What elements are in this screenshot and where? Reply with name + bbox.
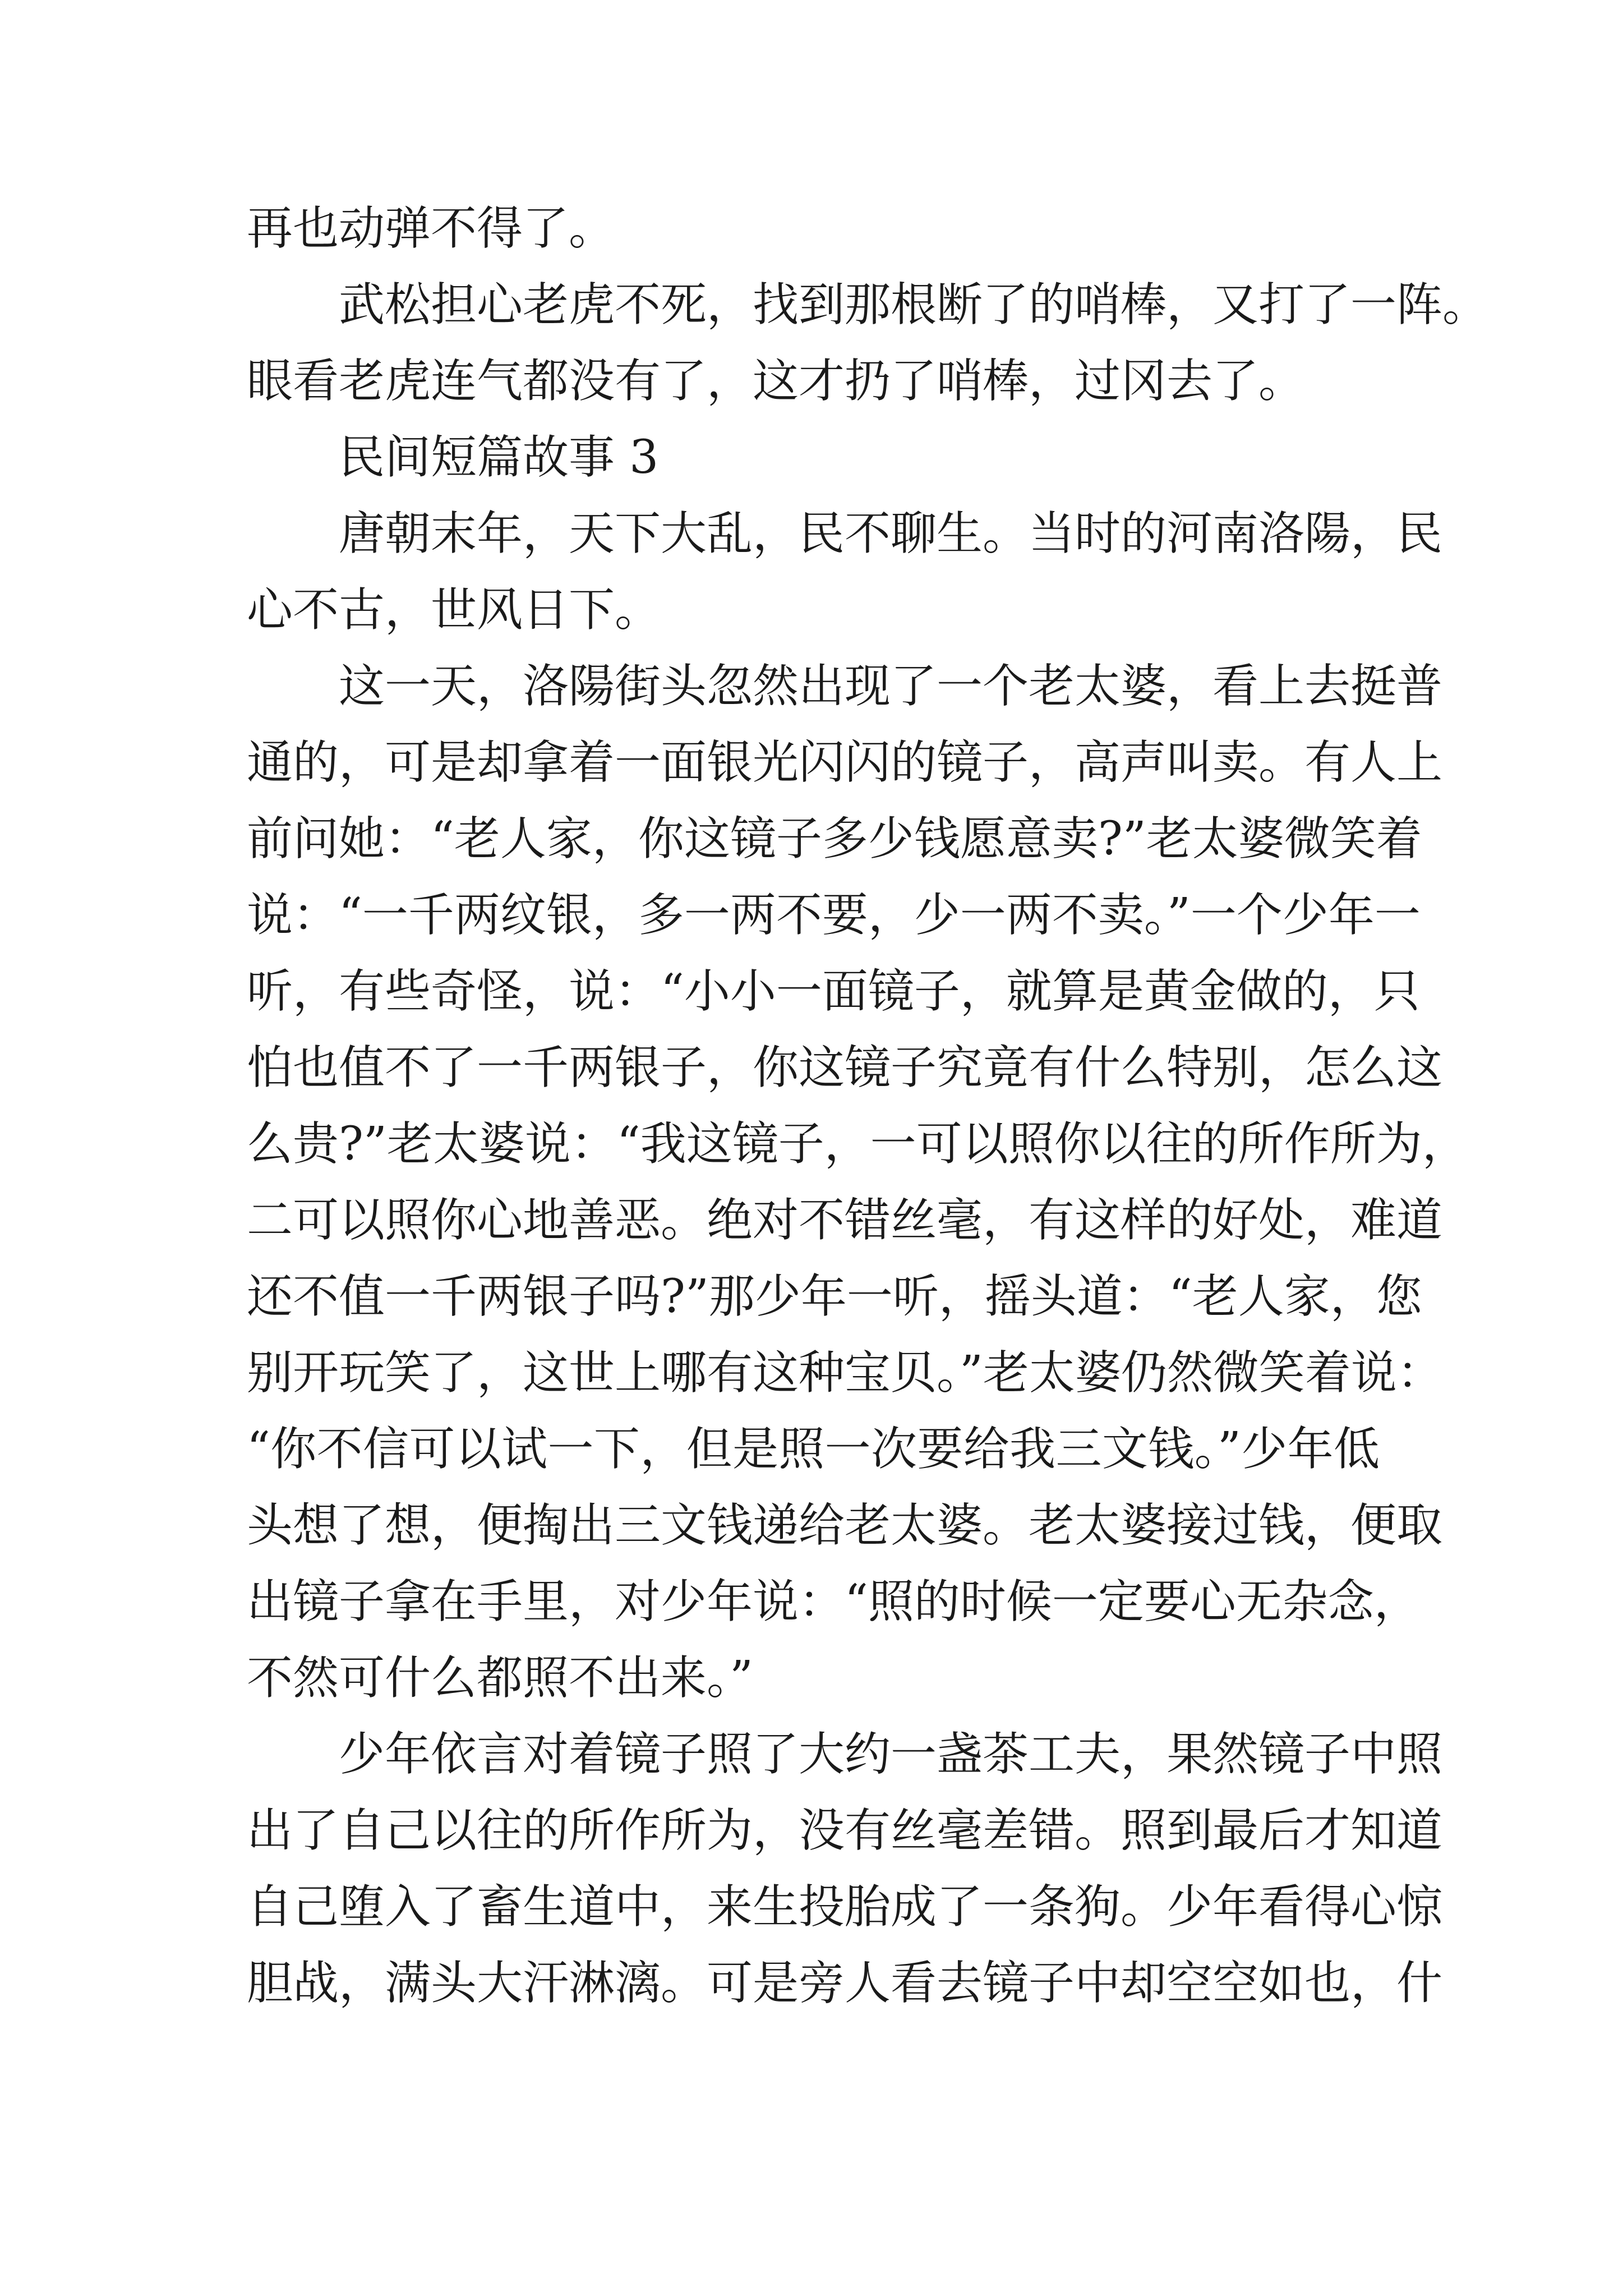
text-line: “你不信可以试一下，但是照一次要给我三文钱。”少年低	[247, 1423, 1380, 1476]
document-body	[247, 191, 1489, 2022]
text-line: 么贵?”老太婆说：“我这镜子，一可以照你以往的所作所为，	[247, 1117, 1468, 1171]
text-line: 心不古，世风日下。	[247, 583, 661, 637]
text-line: 别开玩笑了，这世上哪有这种宝贝。”老太婆仍然微笑着说：	[247, 1346, 1443, 1400]
text-line: 少年依言对着镜子照了大约一盏茶工夫，果然镜子中照	[339, 1728, 1443, 1781]
text-line: 前问她：“老人家，你这镜子多少钱愿意卖?”老太婆微笑着	[247, 812, 1422, 866]
text-line: 眼看老虎连气都没有了，这才扔了哨棒，过冈去了。	[247, 355, 1305, 408]
text-line: 自己堕入了畜生道中，来生投胎成了一条狗。少年看得心惊	[247, 1880, 1443, 1934]
text-line: 这一天，洛陽街头忽然出现了一个老太婆，看上去挺普	[339, 660, 1443, 713]
text-line: 听，有些奇怪，说：“小小一面镜子，就算是黄金做的，只	[247, 965, 1420, 1018]
text-line: 怕也值不了一千两银子，你这镜子究竟有什么特别，怎么这	[247, 1041, 1443, 1094]
text-line: 通的，可是却拿着一面银光闪闪的镜子，高声叫卖。有人上	[247, 736, 1443, 789]
text-line: 唐朝末年，天下大乱，民不聊生。当时的河南洛陽，民	[339, 507, 1443, 560]
text-line: 出镜子拿在手里，对少年说：“照的时候一定要心无杂念，	[247, 1575, 1420, 1628]
text-line: 再也动弹不得了。	[247, 202, 615, 255]
text-line: 不然可什么都照不出来。”	[247, 1651, 753, 1705]
text-line: 胆战，满头大汗淋漓。可是旁人看去镜子中却空空如也，什	[247, 1957, 1443, 2010]
section-heading: 民间短篇故事 3	[339, 431, 659, 484]
text-line: 出了自己以往的所作所为，没有丝毫差错。照到最后才知道	[247, 1804, 1443, 1857]
text-line: 头想了想，便掏出三文钱递给老太婆。老太婆接过钱，便取	[247, 1499, 1443, 1552]
text-line: 武松担心老虎不死，找到那根断了的哨棒，又打了一阵。	[339, 278, 1489, 332]
text-line: 还不值一千两银子吗?”那少年一听，摇头道：“老人家，您	[247, 1270, 1422, 1323]
text-line: 二可以照你心地善恶。绝对不错丝毫，有这样的好处，难道	[247, 1194, 1443, 1247]
text-line: 说：“一千两纹银，多一两不要，少一两不卖。”一个少年一	[247, 889, 1421, 942]
